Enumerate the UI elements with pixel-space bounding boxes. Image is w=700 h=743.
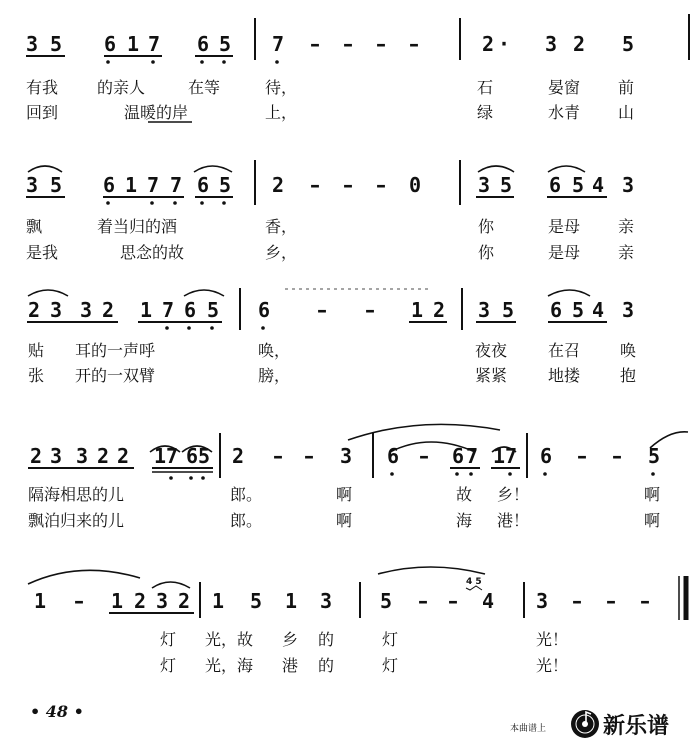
note: 3 [320, 589, 333, 613]
note: 5 [250, 589, 263, 613]
low-dot [150, 201, 154, 205]
lyric: 石 [477, 78, 494, 97]
lyric: 郎。 [230, 511, 263, 530]
grace-notes: 4 5 [466, 577, 482, 587]
dash: – [74, 589, 84, 613]
lyric: 乡 [282, 630, 299, 649]
note: 4 [592, 173, 605, 197]
note: 2 [482, 32, 495, 56]
lyric: 啊 [644, 485, 661, 504]
lyric: 香， [265, 217, 298, 236]
lyric: 的亲人 [97, 78, 146, 97]
tie [348, 424, 500, 440]
note: 3 [26, 32, 39, 56]
note: 7 [466, 444, 479, 468]
lyric: 夜夜 [475, 341, 508, 360]
note: 3 [622, 298, 635, 322]
slur [184, 290, 224, 296]
dash: – [365, 298, 375, 322]
note: 6 [452, 444, 465, 468]
lyric: 是我 [26, 243, 59, 262]
note: 5 [648, 444, 661, 468]
lyric: 你 [478, 217, 495, 236]
lyric: 温暖的岸 [124, 103, 189, 122]
note: 1 [493, 444, 506, 468]
low-dot [469, 472, 473, 476]
note: 2 [433, 298, 446, 322]
note: 7 [166, 444, 179, 468]
note: 6 [550, 298, 563, 322]
dash: – [640, 589, 650, 613]
low-dot [543, 472, 547, 476]
system-5-lyrics [160, 630, 568, 675]
lyric: 飘泊归来的儿 [28, 511, 125, 530]
dot: · [498, 32, 511, 56]
low-dot [169, 476, 173, 480]
note: 1 [127, 32, 140, 56]
lyric: 灯 [382, 656, 399, 675]
low-dot [165, 326, 169, 330]
note: 3 [50, 298, 63, 322]
note: 6 [104, 32, 117, 56]
dash: – [577, 444, 587, 468]
dash: – [343, 32, 353, 56]
lyric: 思念的故 [120, 243, 185, 262]
lyric: 有我 [26, 78, 59, 97]
slur [152, 582, 190, 588]
lyric: 灯 [160, 630, 177, 649]
lyric: 光，海 [205, 656, 254, 675]
note: 2 [30, 444, 43, 468]
lyric: 郎。 [230, 485, 263, 504]
lyric: 隔海相思的儿 [28, 485, 125, 504]
lyric: 你 [478, 243, 495, 262]
note: 1 [212, 589, 225, 613]
low-dot [106, 201, 110, 205]
system-1-notes [26, 14, 689, 64]
note: 7 [148, 32, 161, 56]
note: 6 [387, 444, 400, 468]
low-dot [275, 60, 279, 64]
note: 1 [125, 173, 138, 197]
lyric: 待， [265, 78, 298, 97]
note: 3 [478, 298, 491, 322]
note: 1 [34, 589, 47, 613]
note: 6 [197, 32, 210, 56]
lyric: 亲 [618, 243, 635, 262]
low-dot [173, 201, 177, 205]
note: 2 [134, 589, 147, 613]
low-dot [390, 472, 394, 476]
lyric: 飘 [26, 217, 43, 236]
note: 5 [219, 173, 232, 197]
lyric: 抱 [620, 366, 637, 385]
dash: – [376, 32, 386, 56]
lyric: 啊 [644, 511, 661, 530]
lyric: 港 [282, 656, 299, 675]
dash: – [612, 444, 622, 468]
dash: – [448, 589, 458, 613]
system-4 [28, 424, 688, 530]
lyric: 地搂 [548, 366, 581, 385]
lyric: 绿 [477, 103, 494, 122]
low-dot [187, 326, 191, 330]
low-dot [210, 326, 214, 330]
system-4-lyrics [28, 485, 660, 530]
lyric: 故 [456, 485, 473, 504]
lyric: 水青 [548, 103, 581, 122]
note: 4 [592, 298, 605, 322]
note: 6 [258, 298, 271, 322]
slur [548, 290, 590, 296]
lyric: 乡！ [497, 485, 530, 504]
dash: – [418, 589, 428, 613]
note: 2 [178, 589, 191, 613]
dash: – [273, 444, 283, 468]
note: 5 [572, 173, 585, 197]
lyric: 乡， [265, 243, 298, 262]
dash: – [317, 298, 327, 322]
note: 5 [50, 32, 63, 56]
dash: – [409, 32, 419, 56]
slur [478, 166, 514, 172]
dash: – [376, 173, 386, 197]
lyric: 上， [265, 103, 298, 122]
note: 5 [500, 173, 513, 197]
system-2-notes [26, 160, 634, 205]
lyric: 亲 [618, 217, 635, 236]
note: 2 [272, 173, 285, 197]
lyric: 山 [618, 103, 635, 122]
note: 3 [26, 173, 39, 197]
dash: – [606, 589, 616, 613]
low-dot [200, 201, 204, 205]
note: 2 [573, 32, 586, 56]
lyric: 耳的一声呼 [75, 341, 156, 360]
note: 2 [97, 444, 110, 468]
note: 5 [622, 32, 635, 56]
lyric: 膀， [258, 366, 291, 385]
lyric: 港！ [497, 511, 530, 530]
dash: – [343, 173, 353, 197]
low-dot [200, 60, 204, 64]
note: 5 [219, 32, 232, 56]
system-1-lyrics [26, 78, 634, 122]
lyric: 在等 [188, 78, 221, 97]
note: 3 [156, 589, 169, 613]
lyric: 光，故 [205, 630, 254, 649]
system-5 [28, 567, 686, 675]
dash: – [572, 589, 582, 613]
note: 3 [545, 32, 558, 56]
lyric: 在召 [548, 341, 581, 360]
source-text: 本曲谱上 [510, 724, 547, 734]
low-dot [201, 476, 205, 480]
lyric: 前 [618, 78, 635, 97]
system-3-lyrics [28, 341, 636, 385]
lyric: 紧紧 [475, 366, 508, 385]
note: 5 [572, 298, 585, 322]
lyric: 唤， [258, 341, 291, 360]
lyric: 啊 [336, 511, 353, 530]
slur [548, 166, 585, 172]
lyric: 回到 [26, 103, 59, 122]
note: 3 [340, 444, 353, 468]
lyric: 灯 [160, 656, 177, 675]
system-3 [27, 288, 636, 385]
note: 3 [76, 444, 89, 468]
slur [378, 567, 485, 574]
note: 1 [140, 298, 153, 322]
note: 6 [184, 298, 197, 322]
record-center [582, 721, 588, 727]
lyric: 的 [318, 630, 335, 649]
slur [194, 166, 232, 172]
low-dot [222, 60, 226, 64]
low-dot [508, 472, 512, 476]
lyric: 啊 [336, 485, 353, 504]
lyric: 海 [456, 511, 473, 530]
note: 5 [380, 589, 393, 613]
note: 2 [102, 298, 115, 322]
tie [28, 570, 140, 584]
note: 7 [272, 32, 285, 56]
lyric: 的 [318, 656, 335, 675]
logo-text: 新乐谱 [603, 714, 670, 739]
low-dot [455, 472, 459, 476]
note: 3 [622, 173, 635, 197]
system-2-lyrics [26, 217, 634, 262]
lyric: 是母 [548, 243, 581, 262]
logo[interactable] [571, 710, 669, 739]
system-5-notes [34, 576, 686, 620]
dash: – [419, 444, 429, 468]
note: 6 [540, 444, 553, 468]
low-dot [261, 326, 265, 330]
note: 7 [147, 173, 160, 197]
note: 3 [80, 298, 93, 322]
note: 5 [502, 298, 515, 322]
low-dot [151, 60, 155, 64]
note: 6 [549, 173, 562, 197]
note: 3 [50, 444, 63, 468]
note: 6 [186, 444, 199, 468]
lyric: 是母 [548, 217, 581, 236]
lyric: 灯 [382, 630, 399, 649]
slur [28, 290, 68, 296]
note: 4 [482, 589, 495, 613]
page-number: • 48 • [30, 702, 84, 721]
note: 1 [411, 298, 424, 322]
system-4-notes [28, 433, 660, 480]
note: 5 [198, 444, 211, 468]
note: 2 [117, 444, 130, 468]
lyric: 唤 [620, 341, 637, 360]
lyric: 着当归的酒 [97, 217, 178, 236]
lyric: 贴 [28, 341, 45, 360]
note: 6 [197, 173, 210, 197]
dash: – [304, 444, 314, 468]
dash: – [310, 32, 320, 56]
note: 1 [285, 589, 298, 613]
footer [30, 702, 669, 739]
note: 2 [232, 444, 245, 468]
note: 3 [478, 173, 491, 197]
system-1 [26, 14, 689, 122]
lyric: 光！ [536, 630, 569, 649]
lyric: 光！ [536, 656, 569, 675]
note: 5 [207, 298, 220, 322]
note: 7 [162, 298, 175, 322]
note: 1 [154, 444, 167, 468]
low-dot [222, 201, 226, 205]
note: 0 [409, 173, 422, 197]
note: 1 [111, 589, 124, 613]
low-dot [651, 472, 655, 476]
note: 7 [170, 173, 183, 197]
note: 7 [505, 444, 518, 468]
lyric: 开的一双臂 [75, 366, 156, 385]
low-dot [106, 60, 110, 64]
system-3-notes [27, 288, 634, 330]
slur [28, 166, 62, 172]
note: 3 [536, 589, 549, 613]
note: 2 [28, 298, 41, 322]
dash: – [310, 173, 320, 197]
note: 6 [103, 173, 116, 197]
note: 5 [50, 173, 63, 197]
system-2 [26, 160, 634, 262]
lyric: 晏窗 [548, 78, 581, 97]
lyric: 张 [28, 366, 45, 385]
low-dot [189, 476, 193, 480]
